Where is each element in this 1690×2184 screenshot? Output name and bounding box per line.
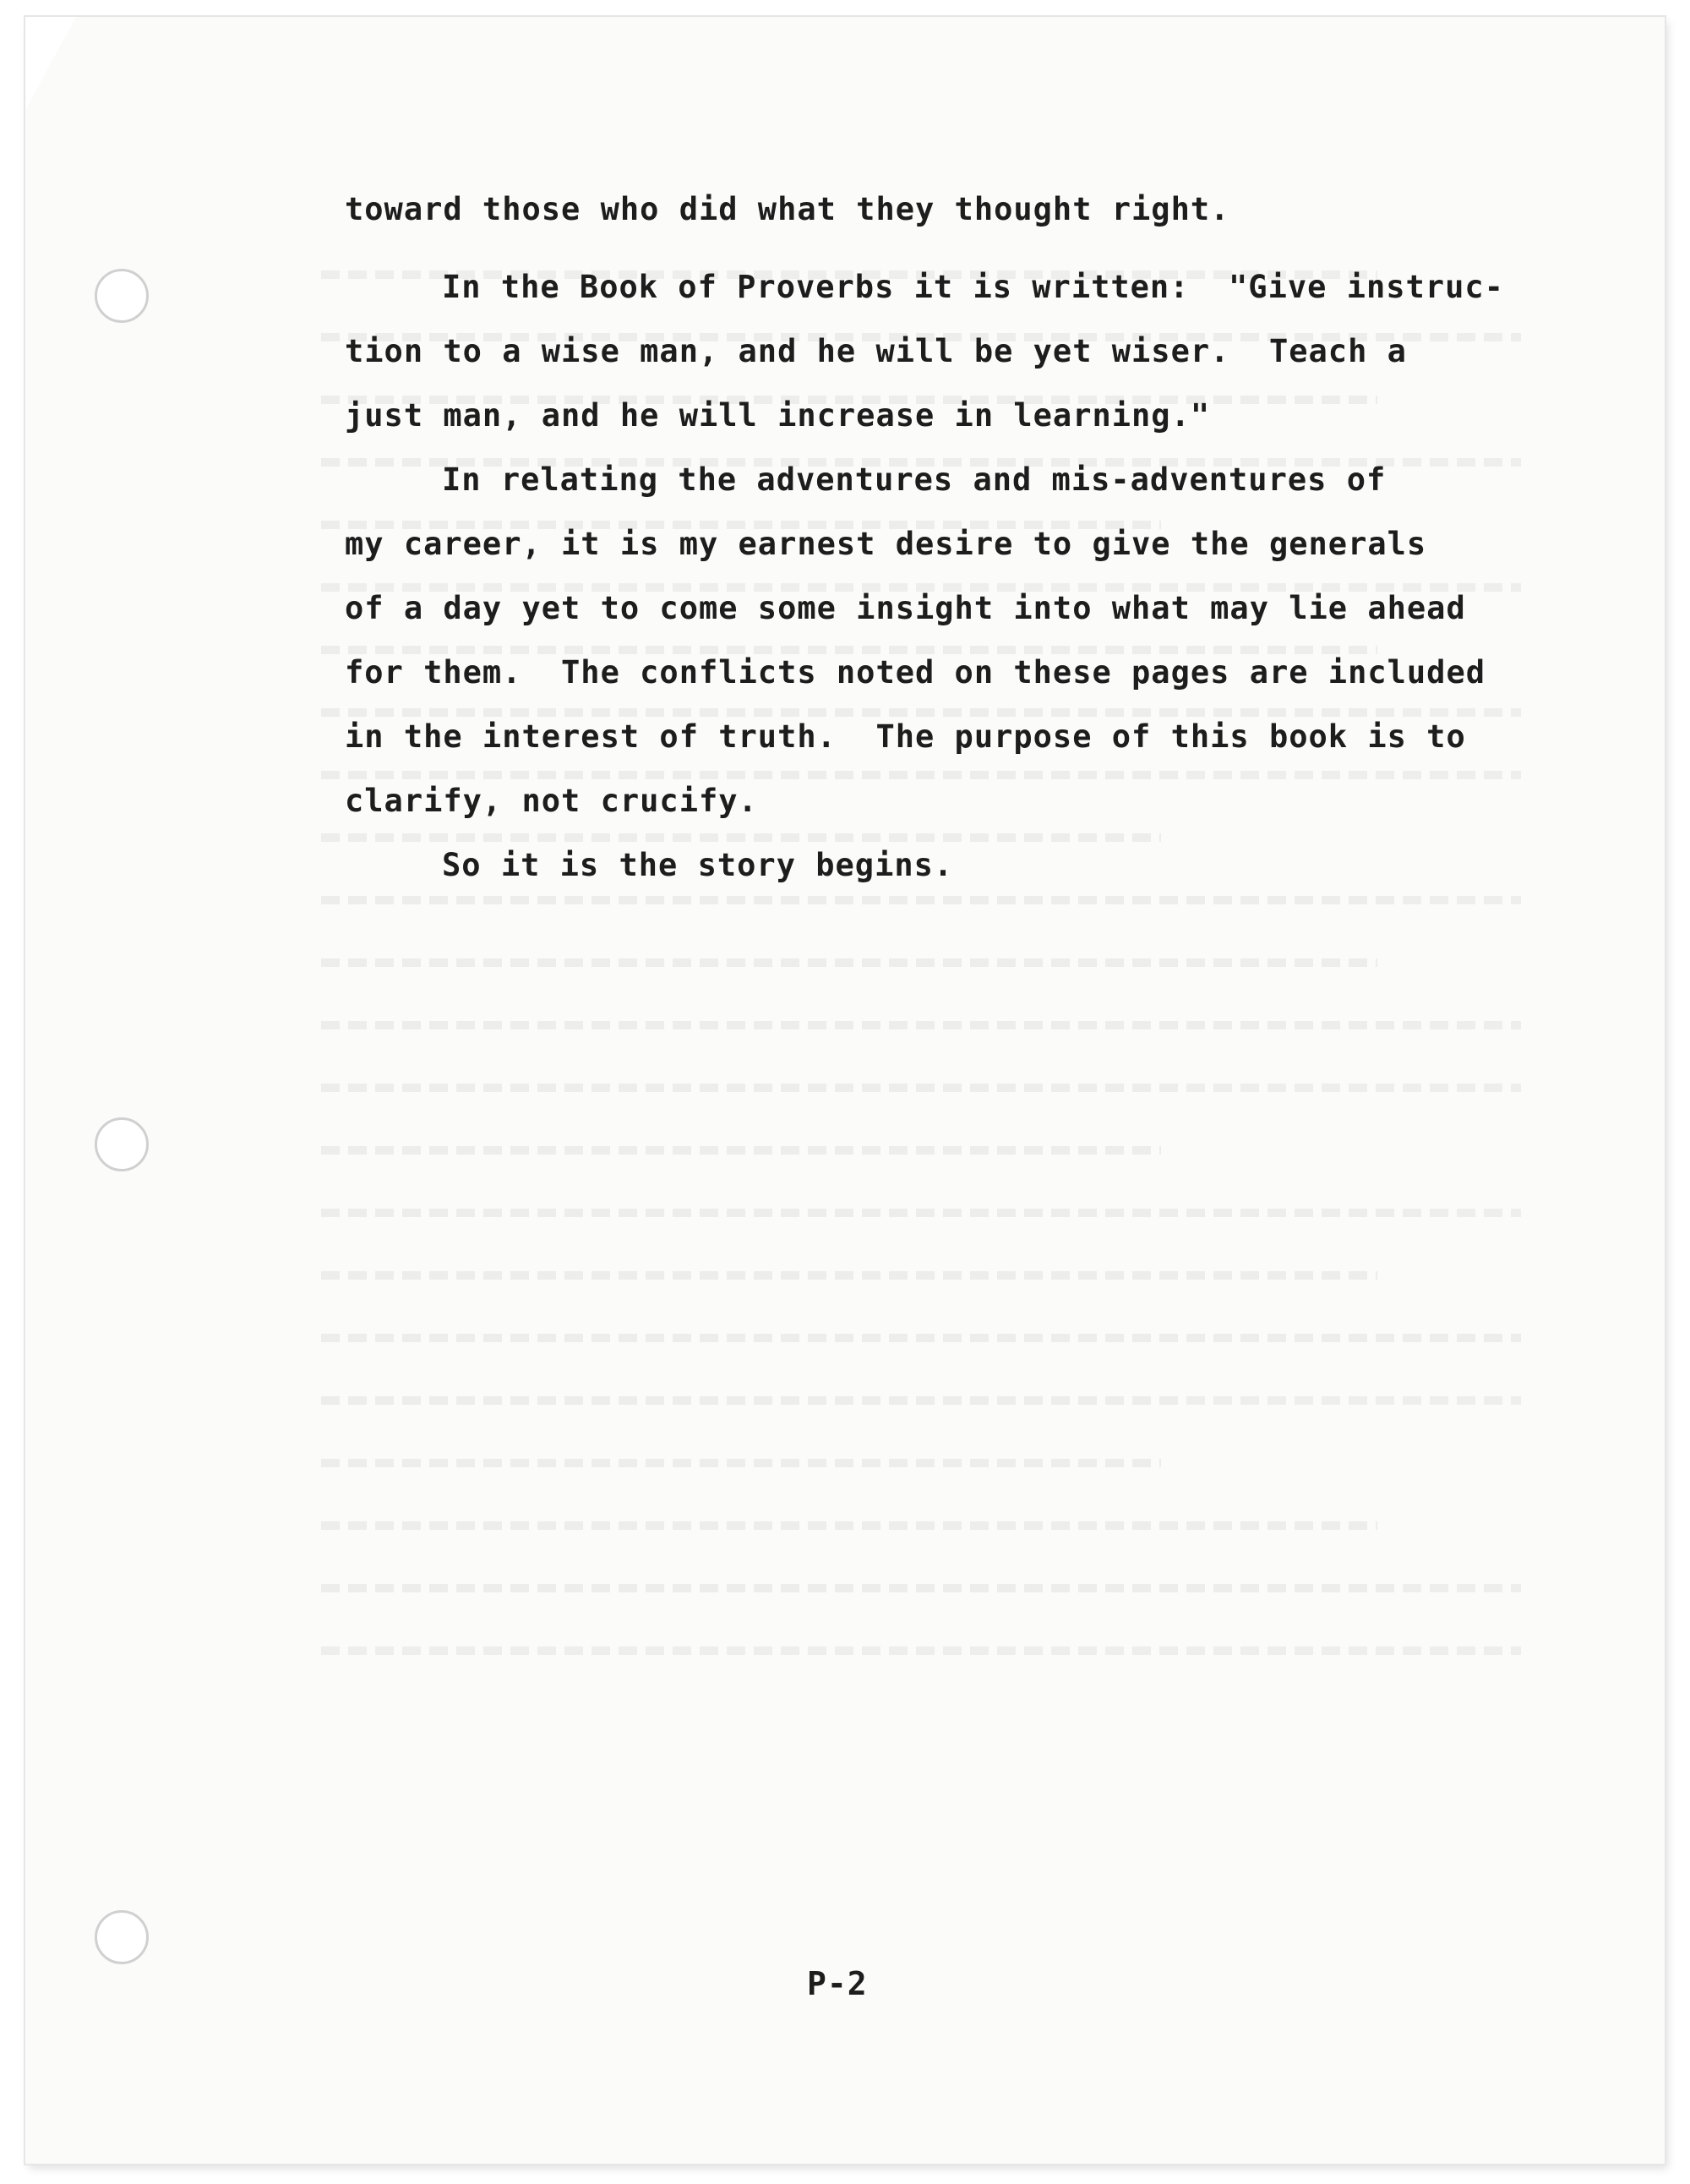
folded-corner <box>25 17 76 110</box>
text-line: for them. The conflicts noted on these pages are included <box>345 654 1486 691</box>
text-line: my career, it is my earnest desire to give the generals <box>345 526 1427 562</box>
text-line: clarify, not crucify. <box>345 783 758 819</box>
text-line: So it is the story begins. <box>442 847 954 883</box>
text-line: toward those who did what they thought right. <box>345 191 1230 227</box>
punch-hole-bottom <box>95 1910 149 1964</box>
text-line: tion to a wise man, and he will be yet wiser. Teach a <box>345 333 1407 369</box>
typed-text-body <box>345 177 1511 898</box>
punch-hole-middle <box>95 1117 149 1171</box>
text-line: In relating the adventures and mis-adventures of <box>442 461 1387 498</box>
text-line: of a day yet to come some insight into what may lie ahead <box>345 590 1466 626</box>
punch-hole-top <box>95 269 149 323</box>
page-number: P-2 <box>807 1965 868 2002</box>
text-line: just man, and he will increase in learning." <box>345 397 1211 434</box>
text-line: In the Book of Proverbs it is written: "Give instruc- <box>442 269 1504 305</box>
text-line: in the interest of truth. The purpose of this book is to <box>345 718 1466 755</box>
